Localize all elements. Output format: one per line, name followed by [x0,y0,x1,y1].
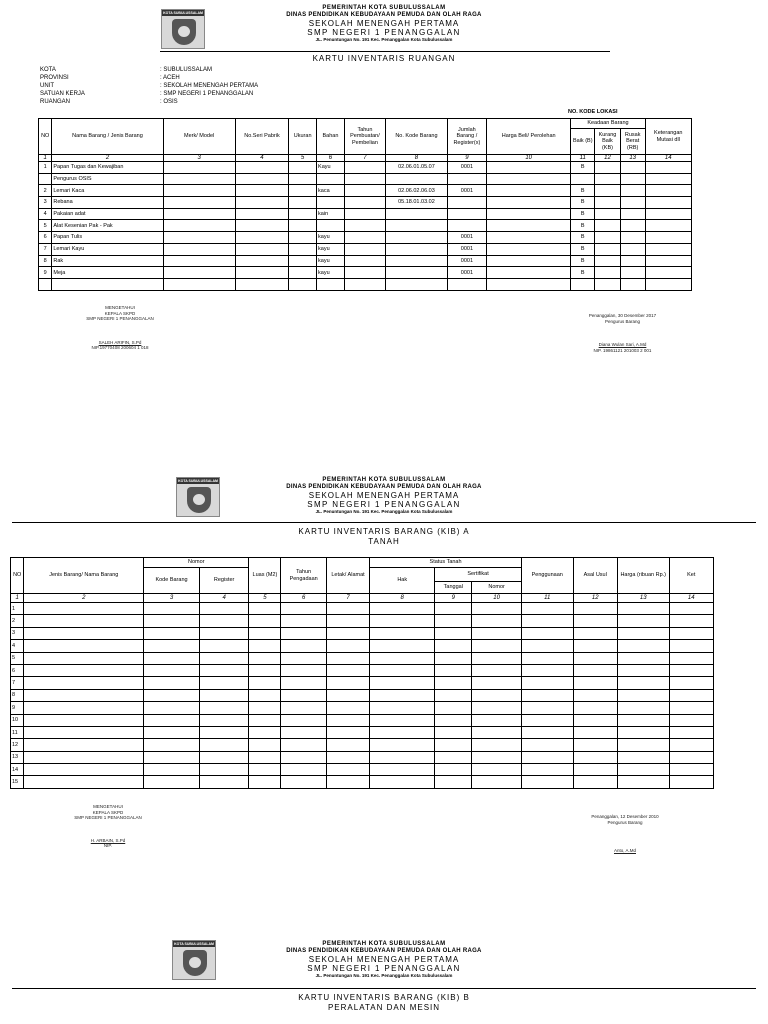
table-row: 2 Lemari Kaca kaca 02.06.02.06.03 0001 B [39,185,692,197]
col-header-baik: Baik (B) [571,129,595,155]
kib-col-kode: Kode Barang [144,568,200,594]
table-row: 6 [11,664,714,676]
table-row: 9 Meja kayu 0001 B [39,267,692,279]
col-header-kurang: Kurang Baik (KB) [595,129,621,155]
col-header-ket: Keterangan Mutasi dll [645,119,691,155]
col-header-seri: No.Seri Pabrik [235,119,289,155]
table-row: 5 [11,652,714,664]
kib-col-nomor: Nomor [144,558,249,568]
kib-col-no: NO [11,558,24,594]
kib-col-nomor2: Nomor [472,582,522,594]
kib-col-hak: Hak [370,568,435,594]
inventaris-ruangan-table [38,118,692,291]
header-rule-3 [12,988,756,989]
table-row: 4 [11,640,714,652]
letterhead-2: PEMERINTAH KOTA SUBULUSSALAM DINAS PENDIDIKAN KEBUDAYAAN PEMUDA DAN OLAH RAGA SEKOLAH MENENGAH PERTAMA SMP NEGERI 1 PENANGGALAN JL. Penuntungan No. 191 Kec. Penanggalan Kota Subulussalam [286,477,482,515]
col-header-no: NO [39,119,52,155]
table-row: 9 [11,702,714,714]
table-row: 10 [11,714,714,726]
col-header-kode: No. Kode Barang [386,119,448,155]
header-line-3: SEKOLAH MENENGAH PERTAMA [308,18,460,28]
kib-col-ket: Ket [669,558,713,594]
header-line-4: SMP NEGERI 1 PENANGGALAN [307,27,461,37]
kib-a-table [10,557,714,789]
section1-info: KOTA : SUBULUSSALAM PROVINSI : ACEH UNIT : SEKOLAH MENENGAH PERTAMA SATUAN KERJA : SMP NEGERI 1 PENANGGALAN RUANGAN : OSIS [40,67,259,105]
col-header-rusak: Rusak Berat (RB) [620,129,645,155]
kib-col-luas: Luas (M2) [249,558,281,594]
kib-col-asal: Asal Usul [573,558,617,594]
table-row: 13 [11,751,714,763]
table-row: 5 Alat Kesenian Pak - Pak B [39,220,692,232]
section2-sign-right: Penanggalan, 12 Desember 2010 Pengurus Barang Anto, A.Md [591,814,659,853]
table-row: 7 Lemari Kayu kayu 0001 B [39,243,692,255]
kib-col-register: Register [199,568,249,594]
section1-sign-left: MENGETAHUI KEPALA SKPD SMP NEGERI 1 PENANGGALAN SALEH ARIFIN, S.Pd NIP.19770408 200604 1 018 [86,305,154,350]
table-row: 3 Rebana 05.18.01.03.02 B [39,197,692,209]
section1-sign-right: Penanggalan, 30 Desember 2017 Pengurus Barang Diana Wulan Sari, A.Md NIP. 19861121 201003 2 001 [588,313,657,353]
table-row: 14 [11,764,714,776]
col-header-ukuran: Ukuran [289,119,317,155]
table-row: 8 [11,689,714,701]
table-row: 2 [11,615,714,627]
col-header-keadaan: Keadaan Barang [571,119,645,129]
table-row: 4 Pakaian adat kain B [39,208,692,220]
section3-title: KARTU INVENTARIS BARANG (KIB) B PERALATAN DAN MESIN [298,993,470,1012]
col-header-jumlah: Jumlah Barang / Register(x) [447,119,486,155]
kib-col-status: Status Tanah [370,558,522,568]
kib-col-nama: Jenis Barang/ Nama Barang [24,558,144,594]
header-line-1: PEMERINTAH KOTA SUBULUSSALAM [322,5,446,11]
table-row: 1 [11,603,714,615]
letterhead-3: PEMERINTAH KOTA SUBULUSSALAM DINAS PENDIDIKAN KEBUDAYAAN PEMUDA DAN OLAH RAGA SEKOLAH MENENGAH PERTAMA SMP NEGERI 1 PENANGGALAN JL. Penuntungan No. 191 Kec. Penanggalan Kota Subulussalam [286,941,482,979]
kib-column-number-row: 1 2 3 4 5 6 7 8 9 10 11 12 13 14 [11,594,714,603]
logo-emblem-2: KOTA SUBULUSSALAM [176,477,220,517]
table-row: 15 [11,776,714,788]
logo-emblem-3: KOTA SUBULUSSALAM [172,940,216,980]
header-line-2: DINAS PENDIDIKAN KEBUDAYAAN PEMUDA DAN OLAH RAGA [286,11,482,18]
column-number-row: 1 2 3 4 5 6 7 8 9 10 11 12 13 14 [39,155,692,162]
table-row: Pengurus OSIS [39,173,692,185]
col-header-tahun: Tahun Pembuatan/ Pembelian [344,119,385,155]
table-row [39,278,692,290]
letterhead [0,5,768,42]
col-header-harga: Harga Beli/ Perolehan [486,119,570,155]
kib-col-tahun: Tahun Pengadaan [281,558,326,594]
header-rule-2 [12,522,756,523]
table-row: 1 Papan Tugas dan Kewajiban Kayu 02.06.01.05.07 0001 B [39,162,692,174]
table-row: 6 Papan Tulis kayu 0001 B [39,232,692,244]
table-row: 11 [11,726,714,738]
col-header-merk: Merk/ Model [163,119,235,155]
kib-col-penggunaan: Penggunaan [521,558,573,594]
kib-col-harga: Harga (ribuan Rp.) [617,558,669,594]
logo-text: KOTA SUBULUSSALAM [163,11,203,15]
section2-sign-left: MENGETAHUI KEPALA SKPD SMP NEGERI 1 PENANGGALAN H. ARBAIN, S.Pd NIP. [74,804,142,848]
col-header-bahan: Bahan [317,119,345,155]
header-rule [160,51,610,52]
section1-title: KARTU INVENTARIS RUANGAN [312,54,456,63]
table-row: 3 [11,627,714,639]
table-row: 12 [11,739,714,751]
col-header-nama: Nama Barang / Jenis Barang [52,119,163,155]
kib-col-tanggal: Tanggal [435,582,472,594]
kib-col-letak: Letak/ Alamat [326,558,369,594]
kib-col-sertifikat: Sertifikat [435,568,522,582]
section2-title: KARTU INVENTARIS BARANG (KIB) A TANAH [298,527,470,546]
header-address: JL. Penuntungan No. 191 Kec. Penanggalan Kota Subulussalam [315,37,453,43]
table-row: 8 Rak kayu 0001 B [39,255,692,267]
table-row: 7 [11,677,714,689]
kode-lokasi-label: NO. KODE LOKASI [568,109,618,115]
